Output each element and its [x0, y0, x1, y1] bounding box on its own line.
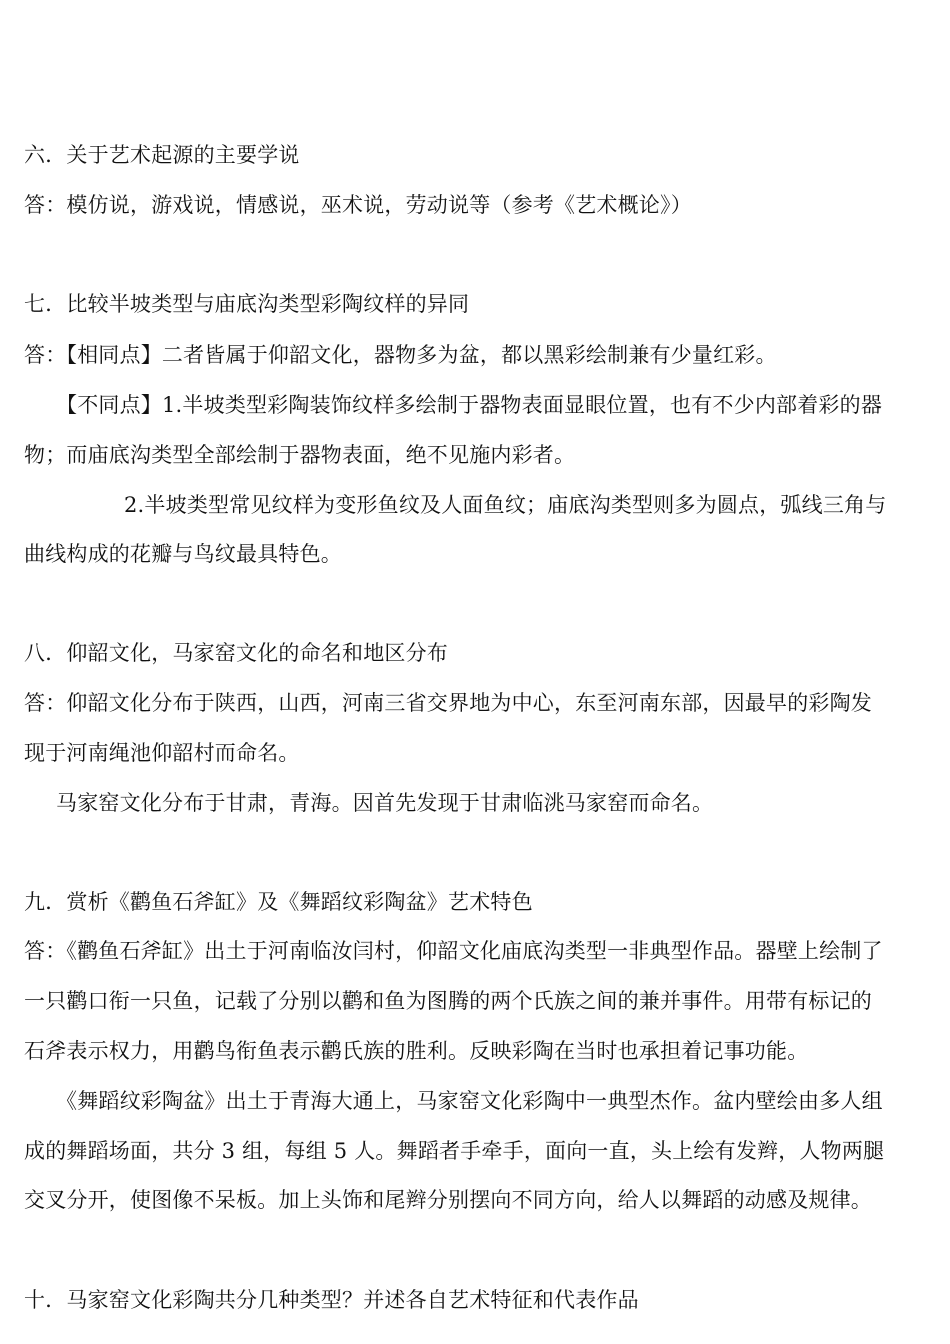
- heading-8: 八．仰韶文化，马家窑文化的命名和地区分布: [24, 641, 448, 665]
- heading-10: 十．马家窑文化彩陶共分几种类型？并述各自艺术特征和代表作品: [24, 1288, 639, 1312]
- answer-7-line-2: 【不同点】1.半坡类型彩陶装饰纹样多绘制于器物表面显眼位置，也有不少内部着彩的器: [56, 393, 883, 417]
- answer-7-line-5: 曲线构成的花瓣与鸟纹最具特色。: [24, 542, 342, 566]
- answer-9-line-6: 交叉分开，使图像不呆板。加上头饰和尾辫分别摆向不同方向，给人以舞蹈的动感及规律。: [24, 1188, 872, 1212]
- answer-9-line-4: 《舞蹈纹彩陶盆》出土于青海大通上，马家窑文化彩陶中一典型杰作。盆内壁绘由多人组: [56, 1089, 883, 1113]
- heading-6: 六．关于艺术起源的主要学说: [24, 143, 300, 167]
- answer-7-line-4: 2.半坡类型常见纹样为变形鱼纹及人面鱼纹；庙底沟类型则多为圆点，弧线三角与: [124, 493, 887, 517]
- answer-8-line-3: 马家窑文化分布于甘肃，青海。因首先发现于甘肃临洮马家窑而命名。: [56, 791, 714, 815]
- answer-9-line-5: 成的舞蹈场面，共分 3 组，每组 5 人。舞蹈者手牵手，面向一直，头上绘有发辫，人物两腿: [24, 1139, 885, 1163]
- heading-7: 七．比较半坡类型与庙底沟类型彩陶纹样的异同: [24, 292, 470, 316]
- answer-7-line-3: 物；而庙底沟类型全部绘制于器物表面，绝不见施内彩者。: [24, 443, 576, 467]
- answer-9-line-1: 答：《鹳鱼石斧缸》出土于河南临汝闫村，仰韶文化庙底沟类型一非典型作品。器壁上绘制了: [24, 939, 883, 963]
- answer-9-line-2: 一只鹳口衔一只鱼，记载了分别以鹳和鱼为图腾的两个氏族之间的兼并事件。用带有标记的: [24, 989, 872, 1013]
- answer-8-line-2: 现于河南绳池仰韶村而命名。: [24, 741, 300, 765]
- answer-9-line-3: 石斧表示权力，用鹳鸟衔鱼表示鹳氏族的胜利。反映彩陶在当时也承担着记事功能。: [24, 1039, 809, 1063]
- heading-9: 九．赏析《鹳鱼石斧缸》及《舞蹈纹彩陶盆》艺术特色: [24, 890, 533, 914]
- answer-6: 答：模仿说，游戏说，情感说，巫术说，劳动说等（参考《艺术概论》）: [24, 193, 692, 217]
- answer-8-line-1: 答：仰韶文化分布于陕西，山西，河南三省交界地为中心，东至河南东部，因最早的彩陶发: [24, 691, 872, 715]
- answer-7-line-1: 答：【相同点】二者皆属于仰韶文化，器物多为盆，都以黑彩绘制兼有少量红彩。: [24, 343, 777, 367]
